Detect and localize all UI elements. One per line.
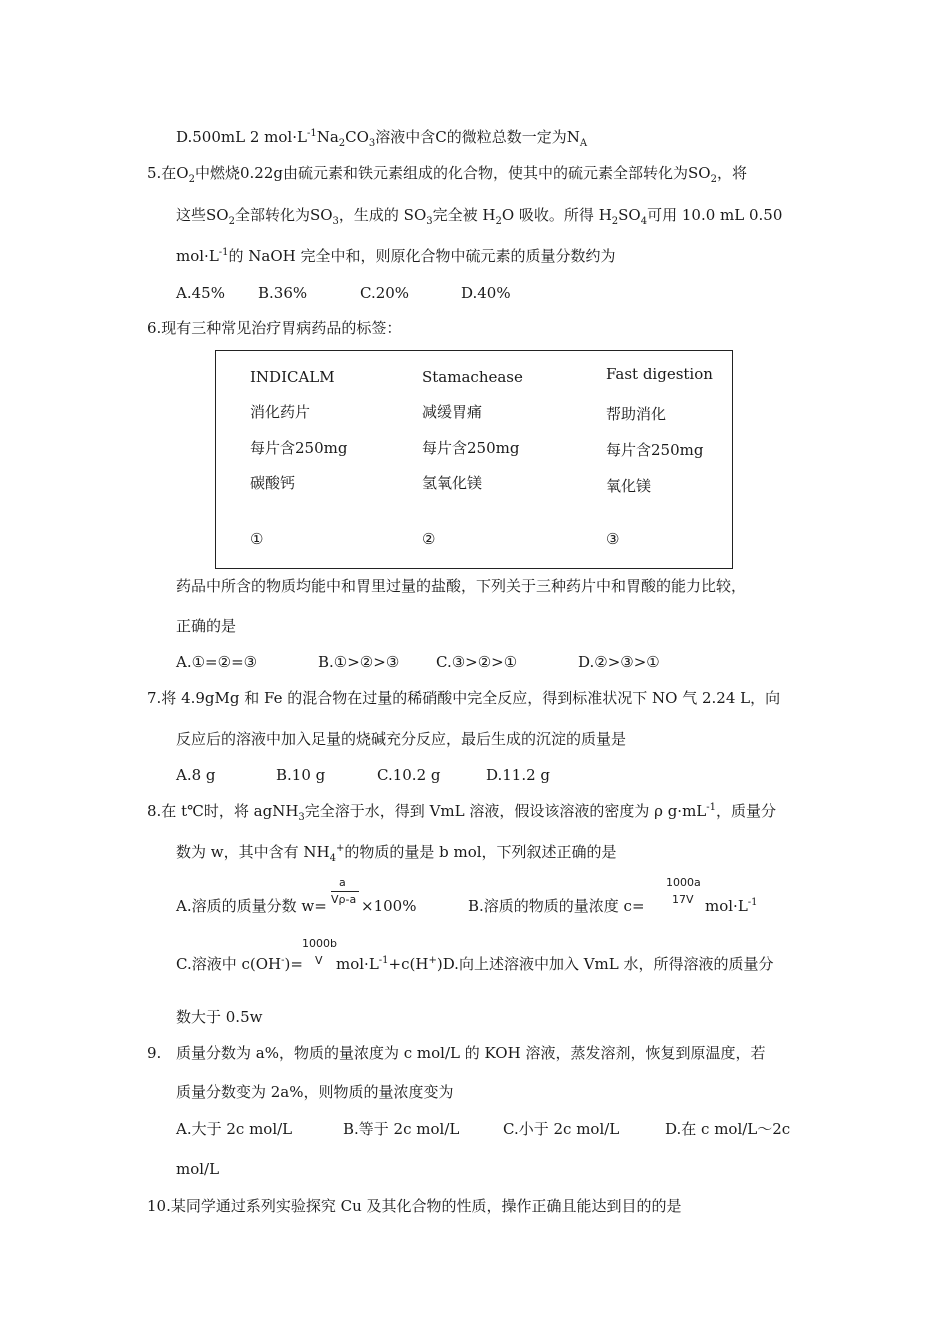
q6-option-b: B.①>②>③ <box>318 653 400 671</box>
label-1-name: INDICALM <box>250 368 335 386</box>
q9-stem-line2: 质量分数变为 2a%，则物质的量浓度变为 <box>176 1083 454 1101</box>
q6-option-a: A.①=②=③ <box>176 653 258 671</box>
label-1-number: ① <box>250 530 264 548</box>
q9-option-c: C.小于 2c mol/L <box>503 1120 620 1138</box>
label-2-name: Stamachease <box>422 368 523 386</box>
q4-option-d: D.500mL 2 $mol\cdot L^{-1}Na_2CO_3$溶液中含C的微粒总数一定为$N_A$ <box>176 128 588 149</box>
q8-option-a-denominator: Vρ-a <box>331 893 357 906</box>
q8-stem-line1: 8.在 t℃时，将 agNH$_3$完全溶于水，得到 VmL 溶液，假设该溶液的密度为 ρ $g\cdot mL^{-1}$，质量分 <box>147 802 777 823</box>
label-3-name: Fast digestion <box>606 365 713 383</box>
q9-option-a: A.大于 2c mol/L <box>176 1120 293 1138</box>
q9-number: 9. <box>147 1044 162 1062</box>
label-1-dose: 每片含250mg <box>250 439 348 457</box>
q7-option-b: B.10 g <box>276 766 326 784</box>
q9-option-d-wrap: mol/L <box>176 1160 220 1178</box>
q8-option-b-prefix: B.溶质的物质的量浓度 c= <box>468 897 645 915</box>
q8-option-b-numerator: 1000a <box>666 876 701 889</box>
q8-option-c-prefix: C.溶液中 c(OH-)= <box>176 955 303 973</box>
q5-stem-line1: 5.在$O_2$中燃烧0.22g由硫元素和铁元素组成的化合物，使其中的硫元素全部转化为$SO_2$，将 <box>147 164 747 185</box>
q8-option-c-numerator: 1000b <box>302 937 337 950</box>
label-2-number: ② <box>422 530 436 548</box>
q7-option-c: C.10.2 g <box>377 766 441 784</box>
q8-option-d-wrap: 数大于 0.5w <box>176 1008 263 1026</box>
q7-option-a: A.8 g <box>176 766 216 784</box>
q7-option-d: D.11.2 g <box>486 766 551 784</box>
q5-option-a: A.45% <box>176 284 225 302</box>
label-2-use: 减缓胃痛 <box>422 403 483 421</box>
label-3-dose: 每片含250mg <box>606 441 704 459</box>
q6-stem-line2: 药品中所含的物质均能中和胃里过量的盐酸，下列关于三种药片中和胃酸的能力比较， <box>176 577 747 595</box>
q5-stem-line2: 这些$SO_2$全部转化为$SO_3$，生成的 $SO_3$完全被 $H_2O$ 吸收。所得 $H_2SO_4$可用 10.0 mL 0.50 <box>176 206 783 227</box>
q6-option-c: C.③>②>① <box>436 653 518 671</box>
q8-option-a-fraction-bar <box>331 891 359 892</box>
q5-option-c: C.20% <box>360 284 410 302</box>
q5-option-d: D.40% <box>461 284 511 302</box>
q9-option-d: D.在 c mol/L～2c <box>665 1120 791 1138</box>
medicine-labels-box <box>215 350 733 569</box>
q10-stem: 10.某同学通过系列实验探究 Cu 及其化合物的性质，操作正确且能达到目的的是 <box>147 1197 682 1215</box>
label-2-drug: 氢氧化镁 <box>422 474 483 492</box>
q8-option-c-denominator: V <box>315 954 323 967</box>
q8-option-b-fraction-bar <box>663 891 705 892</box>
q8-option-c-fraction-bar <box>300 952 336 953</box>
q8-option-a-prefix: A.溶质的质量分数 w= <box>176 897 327 915</box>
q8-option-c-suffix: $mol\cdot L^{-1}+c(H^+)D$.向上述溶液中加入 VmL 水，所得溶液的质量分 <box>336 955 774 973</box>
q8-option-b-denominator: 17V <box>672 893 694 906</box>
q6-stem: 6.现有三种常见治疗胃病药品的标签： <box>147 319 402 337</box>
q5-option-b: B.36% <box>258 284 308 302</box>
q6-option-d: D.②>③>① <box>578 653 660 671</box>
q8-option-a-numerator: a <box>339 876 346 889</box>
label-1-drug: 碳酸钙 <box>250 474 296 492</box>
label-1-use: 消化药片 <box>250 403 311 421</box>
q8-stem-line2: 数为 w，其中含有 $NH_4^+$的物质的量是 b mol，下列叙述正确的是 <box>176 843 617 864</box>
q9-option-b: B.等于 2c mol/L <box>343 1120 460 1138</box>
q7-stem-line1: 7.将 4.9gMg 和 Fe 的混合物在过量的稀硝酸中完全反应，得到标准状况下 NO 气 2.24 L，向 <box>147 689 781 707</box>
q7-stem-line2: 反应后的溶液中加入足量的烧碱充分反应，最后生成的沉淀的质量是 <box>176 730 627 748</box>
label-3-drug: 氧化镁 <box>606 477 652 495</box>
label-2-dose: 每片含250mg <box>422 439 520 457</box>
q6-stem-line3: 正确的是 <box>176 617 237 635</box>
q5-stem-line3: $mol\cdot L^{-1}$的 NaOH 完全中和，则原化合物中硫元素的质量分数约为 <box>176 247 616 265</box>
label-3-number: ③ <box>606 530 620 548</box>
q8-option-b-suffix: $mol\cdot L^{-1}$ <box>705 897 758 915</box>
label-3-use: 帮助消化 <box>606 405 667 423</box>
q9-stem-line1: 质量分数为 a%，物质的量浓度为 c mol/L 的 KOH 溶液，蒸发溶剂，恢复到原温度，若 <box>176 1044 766 1062</box>
q8-option-a-suffix: ×100% <box>361 897 417 915</box>
